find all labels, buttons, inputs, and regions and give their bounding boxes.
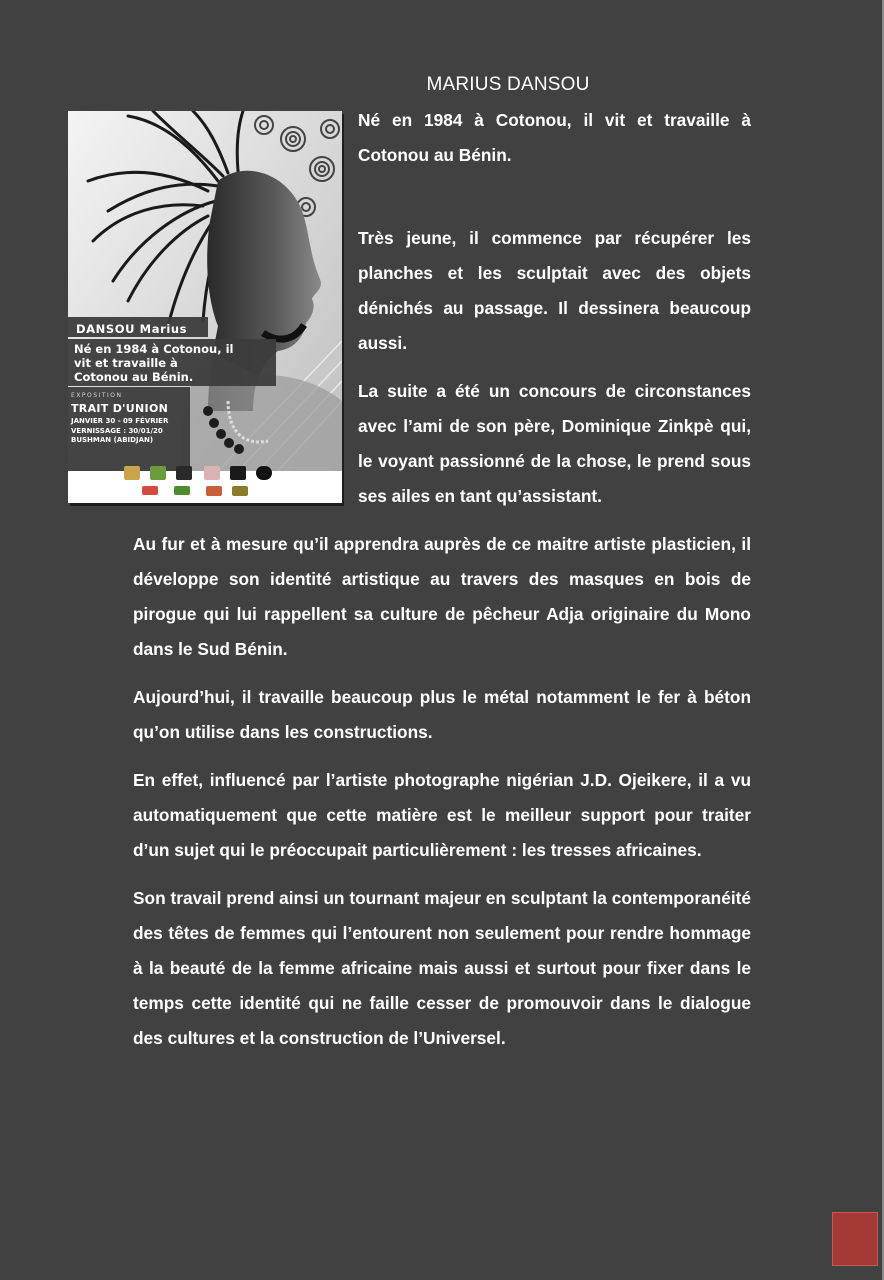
bio-paragraph-7: Son travail prend ainsi un tournant majeur en sculptant la contemporanéité des têtes de femmes qui l’entourent non seulement pour rendre hommage à la beauté de la femme africaine mais aussi et surtout pour fixer dans le temps cette identité qui ne faille cesser de promouvoir dans le dialogue des cultures et la construction de l’Universel. xyxy=(133,888,751,1048)
poster-born-line: Cotonou au Bénin. xyxy=(74,370,194,384)
bio-paragraph-4: Au fur et à mesure qu’il apprendra auprès de ce maitre artiste plasticien, il développe son identité artistique au travers des masques en bois de pirogue qui lui rappellent sa culture de pêcheur Adja originaire du Mono dans le Sud Bénin. xyxy=(133,534,751,659)
biography-text xyxy=(133,103,751,1069)
poster-born-line: Né en 1984 à Cotonou, il xyxy=(74,342,234,356)
poster-date-range: JANVIER 30 - 09 FÉVRIER xyxy=(71,417,169,425)
poster-name: DANSOU Marius xyxy=(76,322,188,336)
bio-paragraph-2: Très jeune, il commence par récupérer les planches et les sculptait avec des objets dénichés au passage. Il dessinera beaucoup aussi. xyxy=(358,228,751,353)
poster-venue: BUSHMAN (ABIDJAN) xyxy=(71,436,154,444)
poster-vernissage: VERNISSAGE : 30/01/20 xyxy=(71,426,163,435)
corner-accent-box xyxy=(832,1212,878,1266)
page-title: MARIUS DANSOU xyxy=(426,73,590,95)
poster-exposition-label: EXPOSITION xyxy=(71,392,123,399)
poster-float-spacer xyxy=(133,103,358,508)
bio-paragraph-6: En effet, influencé par l’artiste photographe nigérian J.D. Ojeikere, il a vu automatiquement que cette matière est le meilleur support pour traiter d’un sujet qui le préoccupait particulièrement : les tresses africaines. xyxy=(133,770,751,860)
poster-exhibition-title: TRAIT D'UNION xyxy=(71,402,169,415)
bio-paragraph-5: Aujourd’hui, il travaille beaucoup plus le métal notamment le fer à béton qu’on utilise dans les constructions. xyxy=(133,687,751,742)
poster-born-line: vit et travaille à xyxy=(74,356,178,370)
bio-paragraph-3: La suite a été un concours de circonstances avec l’ami de son père, Dominique Zinkpè qui, le voyant passionné de la chose, le prend sous ses ailes en tant qu’assistant. xyxy=(358,381,751,506)
bio-paragraph-1: Né en 1984 à Cotonou, il vit et travaille à Cotonou au Bénin. xyxy=(358,110,751,165)
